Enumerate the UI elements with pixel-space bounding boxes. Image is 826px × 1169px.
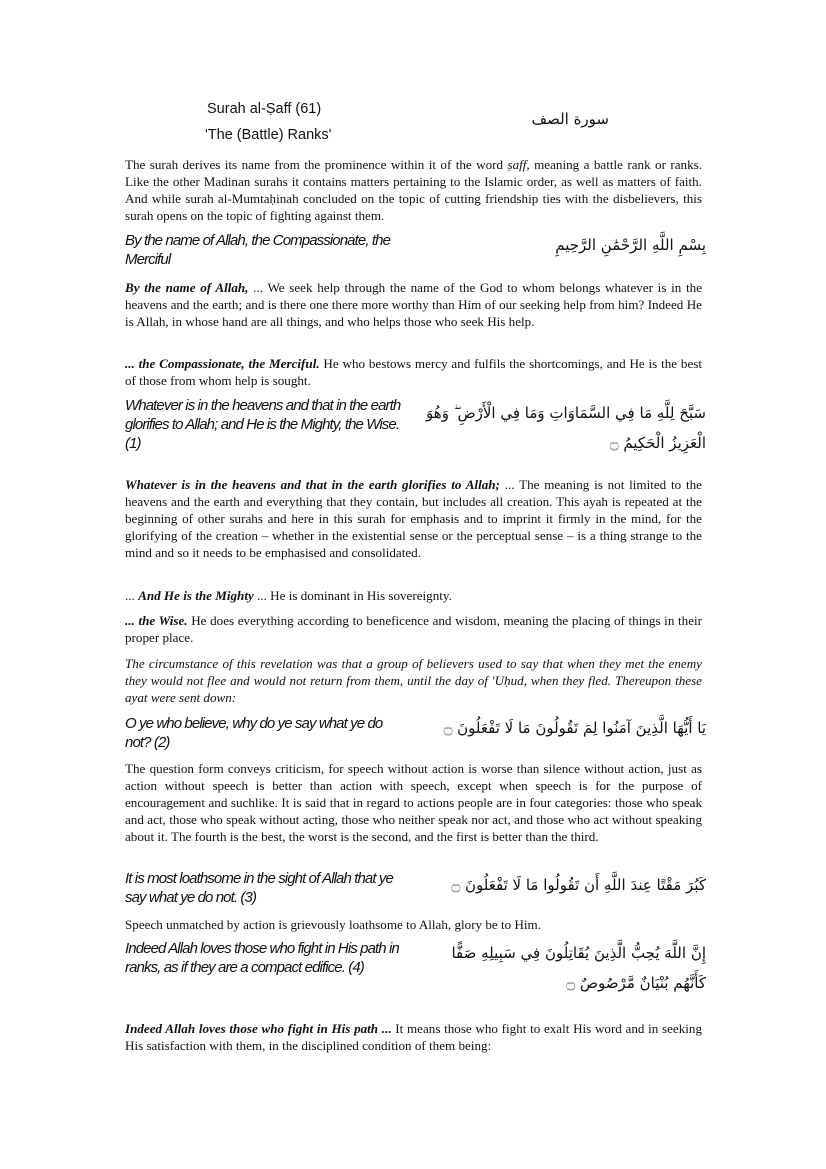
commentary-verse-1: Whatever is in the heavens and that in the earth glorifies to Allah; ... The meaning is not limited to the heavens and the earth and everything that they contain, but includes all creation. This ayah is repeated at the beginning of other surahs and here in this surah for emphasis and to imprint it firmly in the mind, for the glorifying of the creation – whether in the existential sense or the perceptual sense – is a thing strange to the mind and so it needs to be emphasised and consolidated. [125,477,702,560]
commentary-verse-2: The question form conveys criticism, for speech without action is worse than silence without action, just as action without speech is better than action with speech, except when speech is for the purpose of encouragement and suchlike. It is said that in regard to actions people are in four categories: those who speak and act, those who speak without acting, those who neither speak nor act, and those who act without speaking about it. The fourth is the best, the worst is the second, and the first is better than the third. [125,761,702,844]
intro-paragraph: The surah derives its name from the prominence within it of the word ṣaff, meaning a battle rank or ranks. Like the other Madinan surahs it contains matters pertaining to the Islamic order, as well as matters of faith. And while surah al-Mumtaḥinah concluded on the topic of cutting friendship ties with the disbelievers, this surah opens on the topic of fighting against them. [125,157,702,223]
verse-2-arabic: يَا أَيُّهَا الَّذِينَ آمَنُوا لِمَ تَقُولُونَ مَا لَا تَفْعَلُونَ ۝ [443,719,706,737]
arabic-surah-title: سورة الصف [531,110,609,128]
commentary-mighty: ... And He is the Mighty ... He is dominant in His sovereignty. [125,588,452,603]
basmala-english: By the name of Allah, the Compassionate, the Merciful [125,232,391,268]
verse-3-english: It is most loathsome in the sight of Allah that ye say what ye do not. (3) [125,870,393,906]
verse-1-english: Whatever is in the heavens and that in the earth glorifies to Allah; and He is the Mighty, the Wise. (1) [125,397,401,452]
verse-2-english: O ye who believe, why do ye say what ye do not? (2) [125,715,383,751]
verse-3-arabic: كَبُرَ مَقْتًا عِندَ اللَّهِ أَن تَقُولُوا مَا لَا تَفْعَلُونَ ۝ [451,876,706,894]
commentary-verse-4: Indeed Allah loves those who fight in His path ... It means those who fight to exalt His word and in seeking His satisfaction with them, in the disciplined condition of them being: [125,1021,702,1053]
revelation-circumstance: The circumstance of this revelation was that a group of believers used to say that when they met the enemy they would not flee and would not return from them, until the day of 'Uḥud, when they fled. Thereupon these ayat were sent down: [125,656,702,705]
surah-title: Surah al-Ṣaff (61) [207,101,322,117]
surah-subtitle: 'The (Battle) Ranks' [205,127,332,143]
verse-4-arabic: إِنَّ اللَّهَ يُحِبُّ الَّذِينَ يُقَاتِلُونَ فِي سَبِيلِهِ صَفًّا كَأَنَّهُم بُنْيَانٌ مَّرْصُوصٌ ۝ [451,944,706,992]
commentary-wise: ... the Wise. He does everything according to beneficence and wisdom, meaning the placing of things in their proper place. [125,613,702,645]
verse-4-english: Indeed Allah loves those who fight in His path in ranks, as if they are a compact edifice. (4) [125,940,399,976]
basmala-arabic: بِسْمِ اللَّهِ الرَّحْمَٰنِ الرَّحِيمِ [555,236,706,254]
verse-1-arabic: سَبَّحَ لِلَّهِ مَا فِي السَّمَاوَاتِ وَمَا فِي الْأَرْضِ ۖ وَهُوَ الْعَزِيزُ الْحَكِيمُ ۝ [426,404,706,452]
commentary-basmala-2: ... the Compassionate, the Merciful. He who bestows mercy and fulfils the shortcomings, and He is the best of those from whom help is sought. [125,356,702,388]
commentary-basmala-1: By the name of Allah, ... We seek help through the name of the God to whom belongs whatever is in the heavens and the earth; and is there one there more worthy than Him of our seeking help from him? Indeed He is Allah, in whose hand are all things, and who helps those who seek His help. [125,280,702,329]
commentary-verse-3: Speech unmatched by action is grievously loathsome to Allah, glory be to Him. [125,917,542,932]
